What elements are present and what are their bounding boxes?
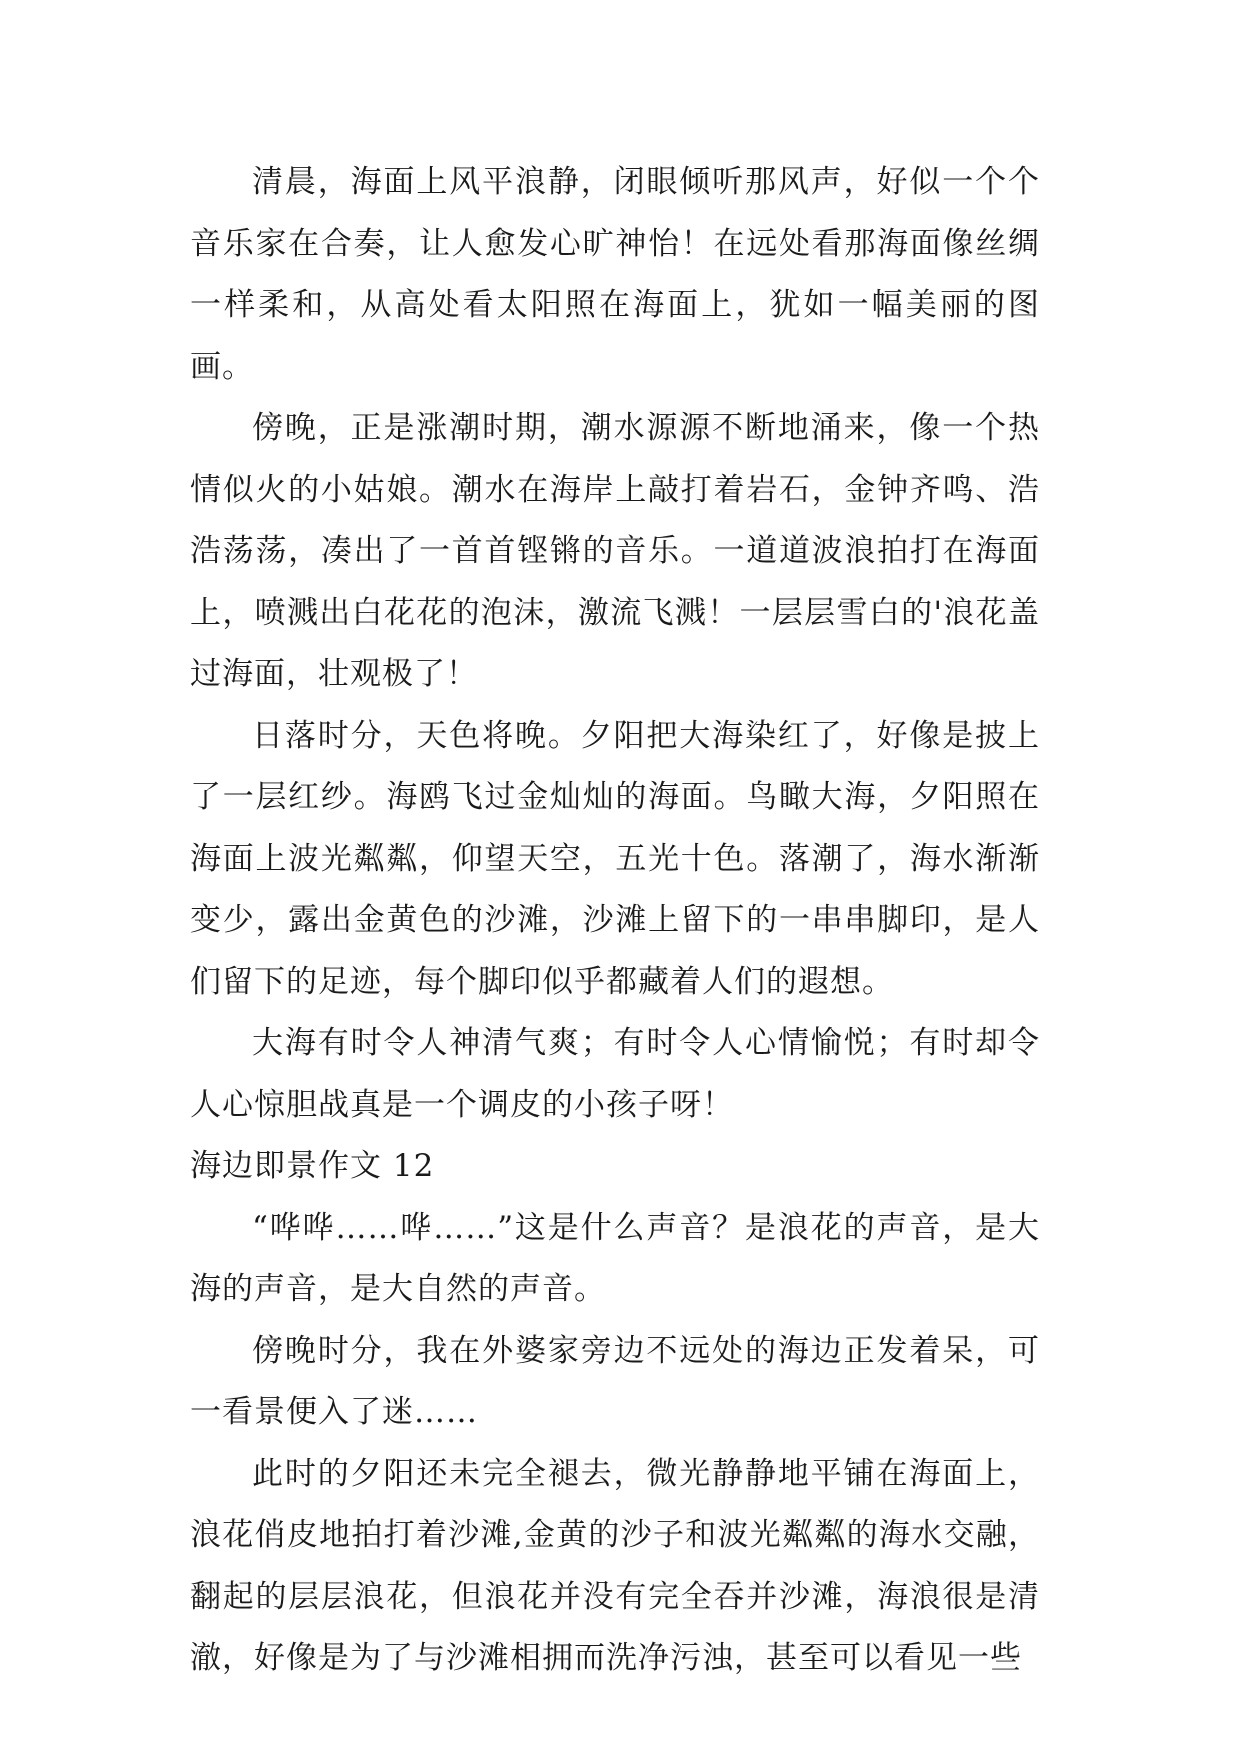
paragraph-summary: 大海有时令人神清气爽；有时令人心情愉悦；有时却令人心惊胆战真是一个调皮的小孩子呀！ <box>190 1025 1040 1123</box>
section-title: 海边即景作文 12 <box>190 1148 435 1184</box>
document-body <box>190 152 1040 1690</box>
paragraph-sound: “哗哗……哗……”这是什么声音？是浪花的声音，是大海的声音，是大自然的声音。 <box>190 1209 1040 1307</box>
paragraph-morning: 清晨，海面上风平浪静，闭眼倾听那风声，好似一个个音乐家在合奏，让人愈发心旷神怡！在远处看那海面像丝绸一样柔和，从高处看太阳照在海面上，犹如一幅美丽的图画。 <box>190 164 1040 385</box>
paragraph-evening-tide: 傍晚，正是涨潮时期，潮水源源不断地涌来，像一个热情似火的小姑娘。潮水在海岸上敲打着岩石，金钟齐鸣、浩浩荡荡，凑出了一首首铿锵的音乐。一道道波浪拍打在海面上，喷溅出白花花的泡沫，激流飞溅！一层层雪白的'浪花盖过海面，壮观极了！ <box>190 410 1040 692</box>
paragraph-sunset: 日落时分，天色将晚。夕阳把大海染红了，好像是披上了一层红纱。海鸥飞过金灿灿的海面。鸟瞰大海，夕阳照在海面上波光粼粼，仰望天空，五光十色。落潮了，海水渐渐变少，露出金黄色的沙滩，沙滩上留下的一串串脚印，是人们留下的足迹，每个脚印似乎都藏着人们的遐想。 <box>190 717 1040 1000</box>
paragraph-sunset-beach: 此时的夕阳还未完全褪去，微光静静地平铺在海面上，浪花俏皮地拍打着沙滩,金黄的沙子和波光粼粼的海水交融，翻起的层层浪花，但浪花并没有完全吞并沙滩，海浪很是清澈，好像是为了与沙滩相拥而洗净污浊，甚至可以看见一些 <box>190 1455 1040 1676</box>
paragraph-dusk: 傍晚时分，我在外婆家旁边不远处的海边正发着呆，可一看景便入了迷…… <box>190 1332 1040 1430</box>
